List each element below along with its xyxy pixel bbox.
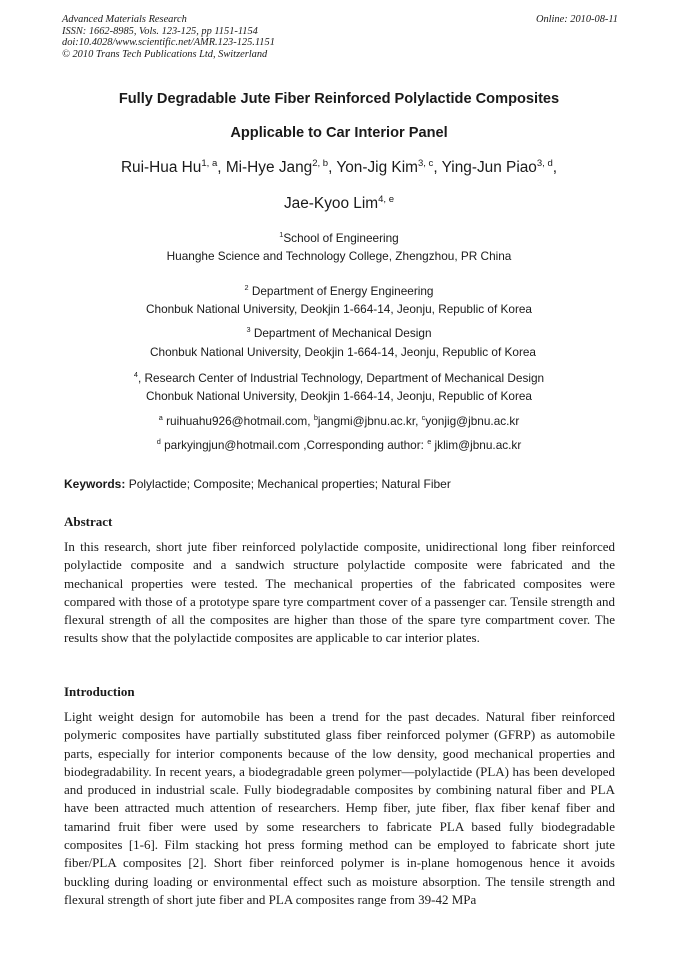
- journal-header: [62, 14, 618, 60]
- author-list: [0, 159, 678, 177]
- email-address: yonjig@jbnu.ac.kr: [425, 414, 520, 428]
- email-address: jangmi@jbnu.ac.kr,: [317, 414, 422, 428]
- author-affiliation-mark: 3, d: [536, 157, 553, 169]
- issn-line: ISSN: 1662-8985, Vols. 123-125, pp 1151-1154: [62, 25, 258, 37]
- author-name: Ying-Jun Piao: [441, 159, 537, 176]
- email-address: ruihuahu926@hotmail.com,: [166, 414, 314, 428]
- author-name: Yon-Jig Kim: [336, 159, 418, 176]
- author-separator: ,: [433, 159, 442, 176]
- affiliation-2-address: Chonbuk National University, Deokjin 1-664-14, Jeonju, Republic of Korea: [145, 302, 532, 316]
- keywords: [64, 477, 451, 491]
- email-mark: d: [156, 437, 161, 447]
- email-mark: e: [427, 437, 432, 447]
- email-address: jklim@jbnu.ac.kr: [434, 438, 522, 452]
- abstract-text: In this research, short jute fiber reinforced polylactide composite, unidirectional long fiber reinforced polylactide composite and a sandwich structure polylactide composite were fabricated and the mechanical properties were tested. The mechanical properties of the fabricated composites were compared with those of a prototype spare tyre compartment cover of a passenger car. Tensile strength and flexural strength of all the composites are higher than those of the spare tyre compartment cover. The results show that the polylactide composites are applicable to car interior plates.: [64, 539, 615, 646]
- paper-title-line2: Applicable to Car Interior Panel: [230, 125, 448, 141]
- keywords-label: Keywords:: [64, 477, 126, 491]
- author-separator: ,: [552, 159, 558, 176]
- affiliation-mark: 3: [246, 325, 251, 335]
- affiliation-4: [0, 371, 678, 385]
- email-mark: a: [158, 413, 163, 423]
- paper-title-line1: Fully Degradable Jute Fiber Reinforced Polylactide Composites: [118, 91, 560, 107]
- affiliation-dept: Department of Mechanical Design: [253, 326, 432, 340]
- author-name: Rui-Hua Hu: [120, 159, 202, 176]
- copyright-line: © 2010 Trans Tech Publications Ltd, Switzerland: [62, 48, 268, 60]
- author-name: Jae-Kyoo Lim: [283, 195, 379, 212]
- author-list-line2: [0, 195, 678, 213]
- affiliation-mark: 4: [133, 370, 138, 380]
- affiliation-3: [0, 326, 678, 340]
- affiliation-dept: School of Engineering: [283, 231, 399, 245]
- email-line-1: [0, 414, 678, 428]
- email-mark: c: [421, 413, 426, 423]
- email-mark: b: [313, 413, 318, 423]
- journal-name: Advanced Materials Research: [62, 14, 187, 25]
- author-name: Mi-Hye Jang: [225, 159, 313, 176]
- doi-line: doi:10.4028/www.scientific.net/AMR.123-125.1151: [62, 37, 275, 49]
- affiliation-dept: , Research Center of Industrial Technology, Department of Mechanical Design: [137, 371, 545, 385]
- affiliation-4-address: Chonbuk National University, Deokjin 1-664-14, Jeonju, Republic of Korea: [145, 389, 532, 403]
- introduction-text: Light weight design for automobile has been a trend for the past decades. Natural fiber reinforced polymeric composites have partially substituted glass fiber reinforced polymer (GFRP) as automobile parts, especially for interior components because of the low density, good mechanical properties and biodegradability. In recent years, a biodegradable green polymer—polylactide (PLA) has been developed and produced in industrial scale. Fully biodegradable composites by combining natural fiber and PLA have been attracted much attention of researchers. Hemp fiber, jute fiber, flax fiber kenaf fiber and tamarind fruit fiber were used by some researchers to fabricate PLA based fully biodegradable composites [1-6]. Film stacking hot press forming method can be employed to fabricate short jute fiber/PLA composites [2]. Short fiber reinforced polymer is in-plane homogenous hence it avoids buckling during loading or environmental effect such as moisture absorption. The tensile strength and flexural strength of short jute fiber and PLA composites range from 39-42 MPa: [64, 709, 615, 907]
- affiliation-1-address: Huanghe Science and Technology College, Zhengzhou, PR China: [166, 249, 512, 263]
- affiliation-dept: Department of Energy Engineering: [251, 284, 434, 298]
- author-affiliation-mark: 2, b: [312, 157, 329, 169]
- author-separator: ,: [328, 159, 337, 176]
- online-date: Online: 2010-08-11: [535, 14, 618, 25]
- email-address: parkyingjun@hotmail.com ,Corresponding author:: [164, 438, 428, 452]
- abstract-heading: Abstract: [64, 514, 113, 529]
- affiliation-1: [0, 231, 678, 245]
- affiliation-mark: 2: [244, 283, 249, 293]
- author-separator: ,: [217, 159, 226, 176]
- email-line-2: [0, 438, 678, 452]
- keywords-text: Polylactide; Composite; Mechanical properties; Natural Fiber: [125, 477, 451, 491]
- author-affiliation-mark: 3, c: [417, 157, 434, 169]
- affiliation-2: [0, 284, 678, 298]
- affiliation-mark: 1: [279, 230, 284, 240]
- introduction-heading: Introduction: [64, 684, 135, 699]
- author-affiliation-mark: 4, e: [378, 193, 394, 205]
- author-affiliation-mark: 1, a: [201, 157, 218, 169]
- affiliation-3-address: Chonbuk National University, Deokjin 1-664-14, Jeonju, Republic of Korea: [149, 345, 536, 359]
